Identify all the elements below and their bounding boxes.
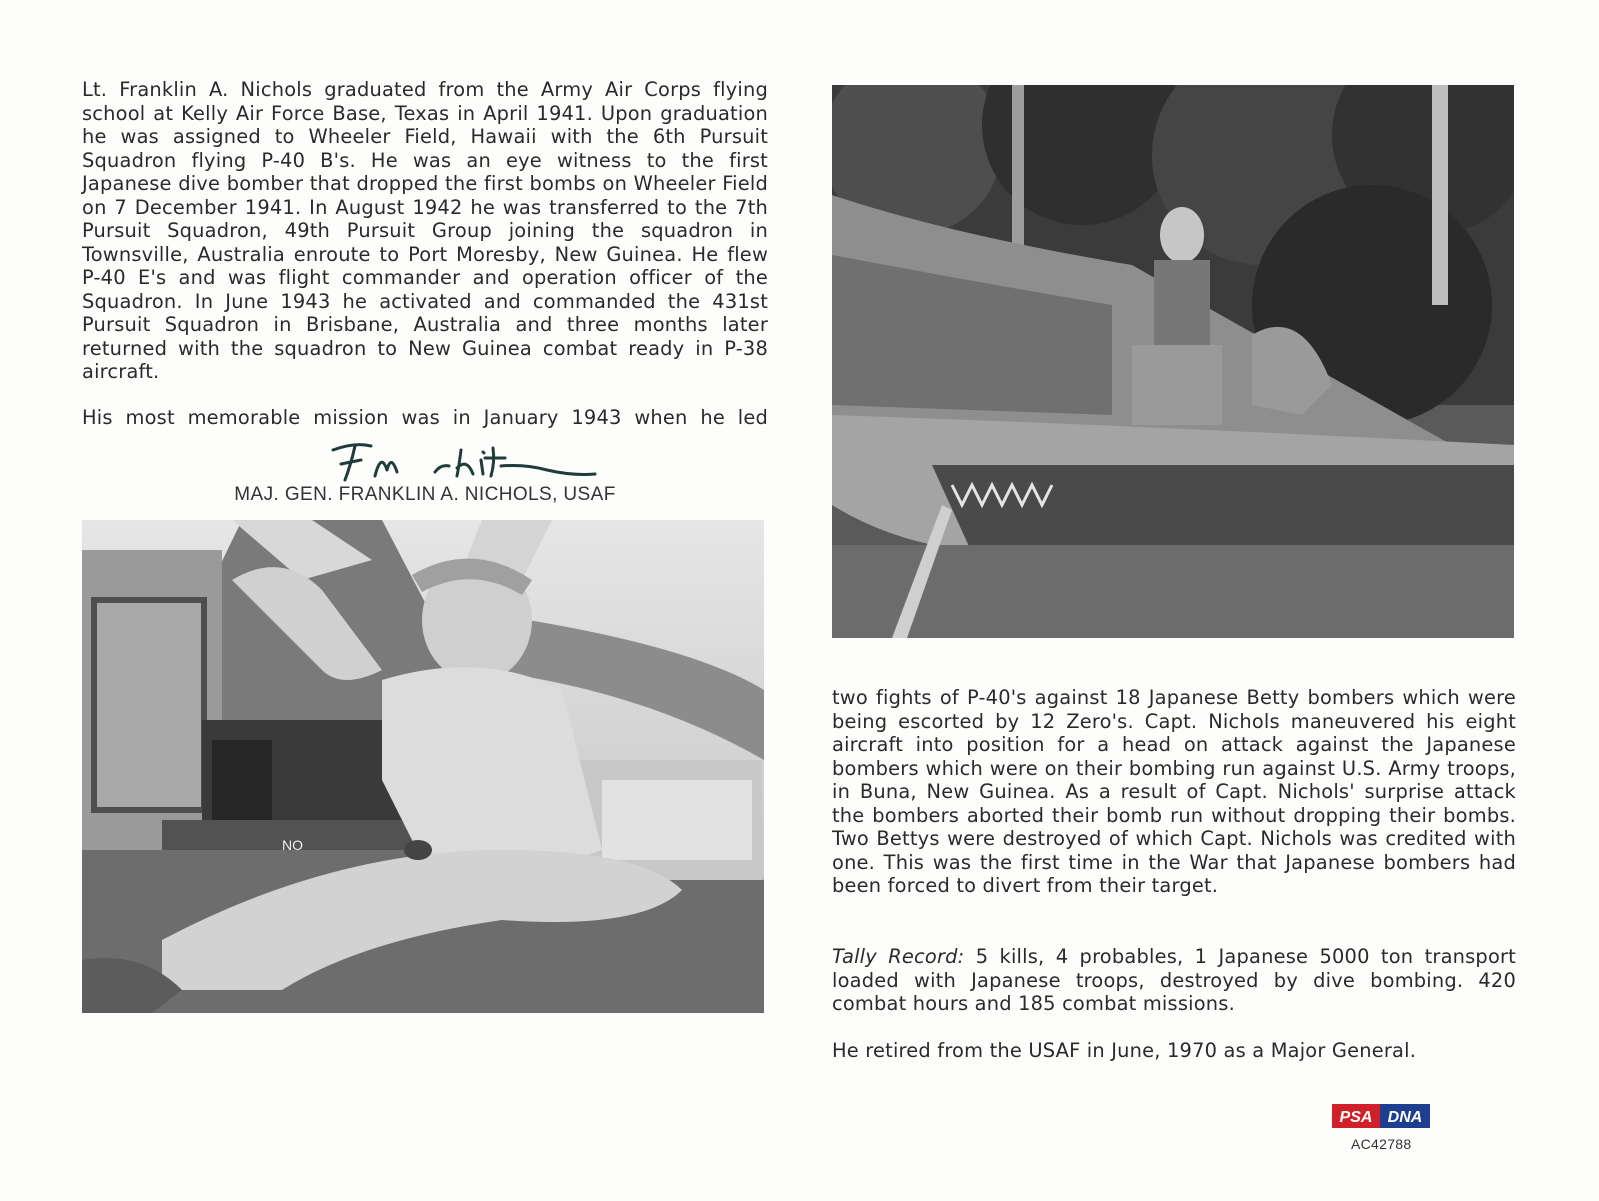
bio-mission-intro-text: His most memorable mission was in January 1943 when he led <box>82 406 768 429</box>
psa-logo-text: PSA <box>1339 1109 1373 1126</box>
tally-record <box>832 945 1516 1016</box>
certification-number: AC42788 <box>1351 1136 1412 1152</box>
bio-paragraph-left-text: Lt. Franklin A. Nichols graduated from the Army Air Corps flying school at Kelly Air Force Base, Texas in April 1941. Upon graduation he was assigned to Wheeler Field, Hawaii with the 6th Pursuit Squadron flying P-40 B's. He was an eye witness to the first Japanese dive bomber that dropped the first bombs on Wheeler Field on 7 December 1941. In August 1942 he was transferred to the 7th Pursuit Squadron, 49th Pursuit Group joining the squadron in Townsville, Australia enroute to Port Moresby, New Guinea. He flew P-40 E's and was flight commander and operation officer of the Squadron. In June 1943 he activated and commanded the 431st Pursuit Squadron in Brisbane, Australia and three months later returned with the squadron to New Guinea combat ready in P-38 aircraft. <box>82 78 768 383</box>
autograph-signature <box>325 436 597 486</box>
photo-pilot-on-p40 <box>832 85 1514 638</box>
bio-mission-intro <box>82 406 768 430</box>
retirement-note-text: He retired from the USAF in June, 1970 as a Major General. <box>832 1039 1417 1062</box>
dna-logo-text: DNA <box>1387 1109 1423 1126</box>
retirement-note <box>832 1039 1516 1063</box>
psa-dna-logo <box>1332 1104 1430 1128</box>
bio-paragraph-right-text: two fights of P-40's against 18 Japanese Betty bombers which were being escorted by 12 Zero's. Capt. Nichols maneuvered his eight aircraft into position for a head on attack against the Japanese bombers which were on their bombing run against U.S. Army troops, in Buna, New Guinea. As a result of Capt. Nichols' surprise attack the bombers aborted their bomb run without dropping their bombs. Two Bettys were destroyed of which Capt. Nichols was credited with one. This was the first time in the War that Japanese bombers had been forced to divert from their target. <box>832 686 1516 897</box>
photo-pilot-seated-on-wing <box>82 520 764 1013</box>
tally-record-text: 5 kills, 4 probables, 1 Japanese 5000 ton transport loaded with Japanese troops, destroyed by dive bombing. 420 combat hours and 185 combat missions. <box>832 945 1516 1015</box>
bio-paragraph-right <box>832 686 1516 898</box>
tally-record-label: Tally Record: <box>832 945 965 968</box>
signature-caption: MAJ. GEN. FRANKLIN A. NICHOLS, USAF <box>234 484 616 505</box>
bio-paragraph-left <box>82 78 768 384</box>
fuselage-marking: NO <box>282 837 303 853</box>
